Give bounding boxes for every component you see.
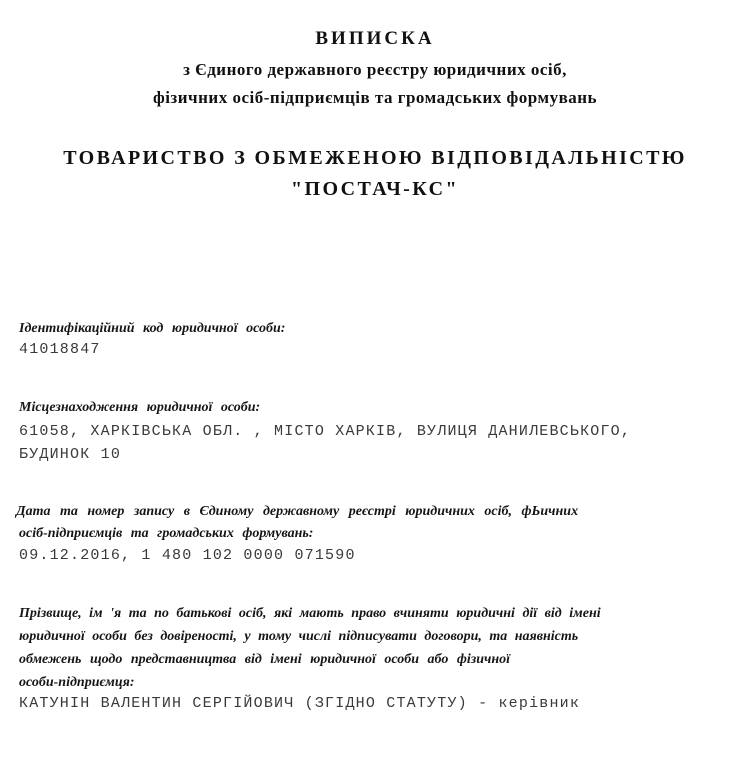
representatives-label-line-2: юридичної особи без довіреності, у тому числі підписувати договори, та наявність xyxy=(19,629,579,644)
registration-value: 09.12.2016, 1 480 102 0000 071590 xyxy=(19,547,356,564)
registration-label-line-1: Дата та номер запису в Єдиному державному реєстрі юридичних осіб, фЬичних xyxy=(16,504,579,519)
representatives-value: КАТУНІН ВАЛЕНТИН СЕРГІЙОВИЧ (ЗГІДНО СТАТУТУ) - керівник xyxy=(19,695,581,712)
registration-label-line-2: осіб-підприємців та громадських формувань: xyxy=(19,526,314,541)
representatives-label-line-4: особи-підприємця: xyxy=(19,675,135,690)
location-label: Місцезнаходження юридичної особи: xyxy=(19,400,261,415)
representatives-label-line-1: Прізвище, ім 'я та по батькові осіб, які мають право вчиняти юридичні дії від імені xyxy=(19,606,601,621)
document-title: ВИПИСКА xyxy=(315,28,435,49)
id-code-label: Ідентифікаційний код юридичної особи: xyxy=(19,321,286,336)
id-code-value: 41018847 xyxy=(19,341,101,358)
location-value-line-2: БУДИНОК 10 xyxy=(19,446,122,463)
organization-name-line-2: "ПОСТАЧ-КС" xyxy=(291,178,459,200)
document-subtitle-line-1: з Єдиного державного реєстру юридичних осіб, xyxy=(183,60,567,79)
organization-name-line-1: ТОВАРИСТВО З ОБМЕЖЕНОЮ ВІДПОВІДАЛЬНІСТЮ xyxy=(63,147,687,169)
location-value-line-1: 61058, ХАРКІВСЬКА ОБЛ. , МІСТО ХАРКІВ, ВУЛИЦЯ ДАНИЛЕВСЬКОГО, xyxy=(19,423,632,440)
representatives-label-line-3: обмежень щодо представництва від імені юридичної особи або фізичної xyxy=(19,652,511,667)
document-subtitle-line-2: фізичних осіб-підприємців та громадських формувань xyxy=(152,88,598,107)
